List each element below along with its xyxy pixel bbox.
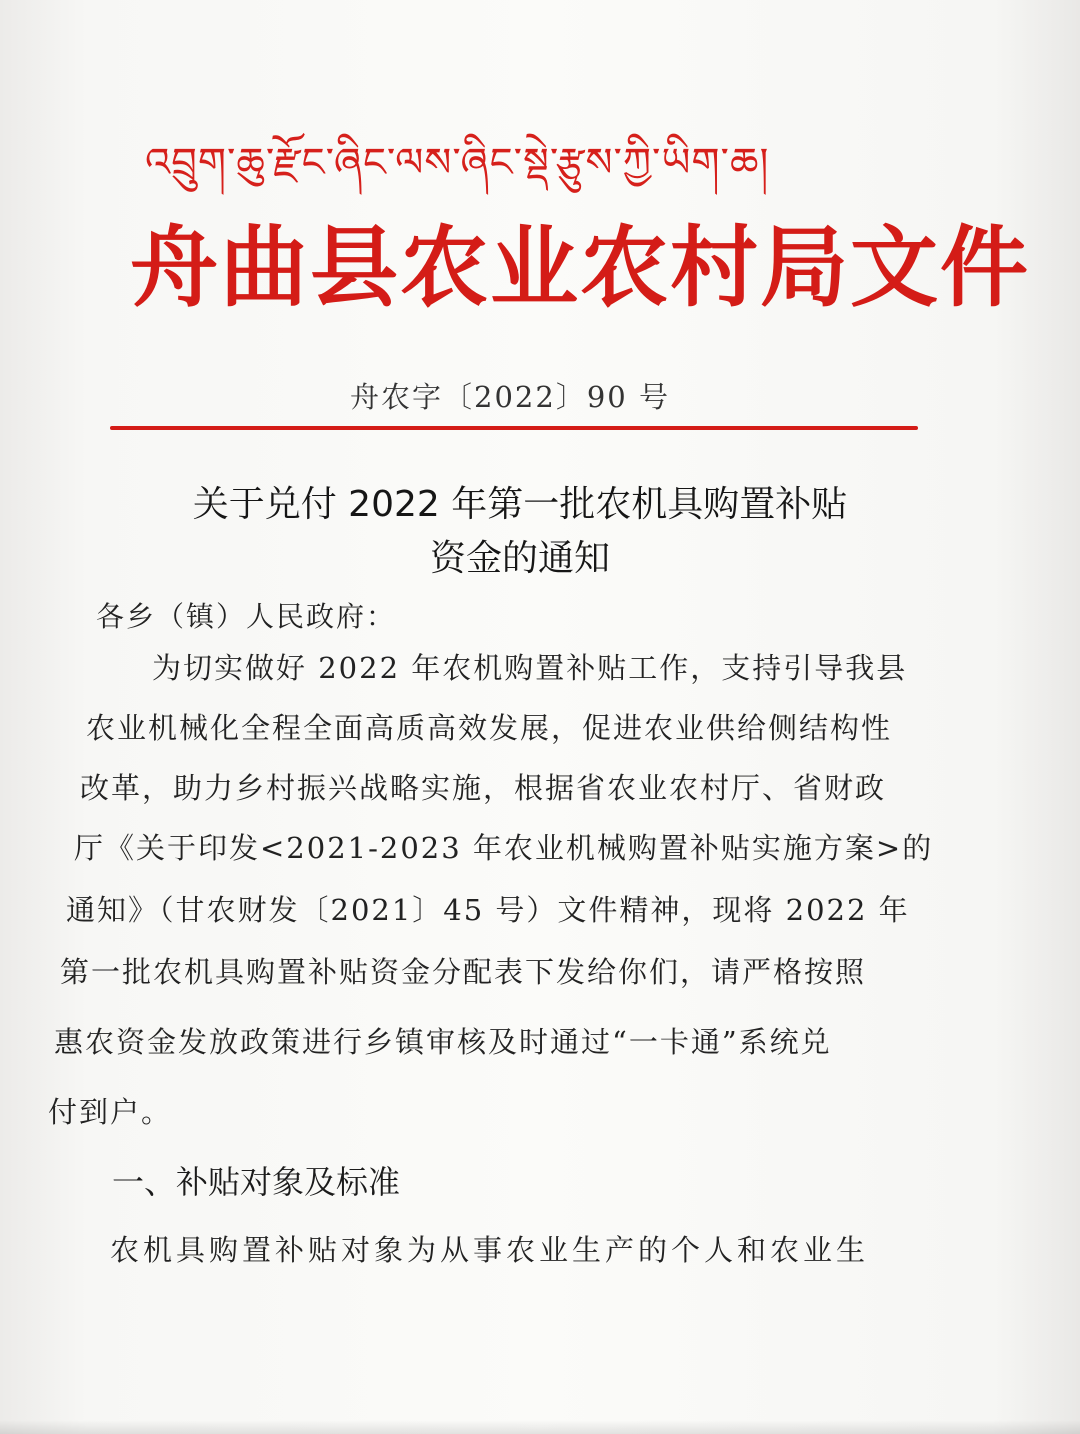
paragraph-line: 为切实做好 2022 年农机购置补贴工作，支持引导我县: [152, 651, 908, 685]
paragraph-line: 通知》（甘农财发〔2021〕45 号）文件精神，现将 2022 年: [66, 893, 910, 927]
paragraph-line: 惠农资金发放政策进行乡镇审核及时通过“一卡通”系统兑: [54, 1025, 832, 1059]
notice-title-line-1: 关于兑付 2022 年第一批农机具购置补贴: [192, 484, 848, 525]
paragraph-line: 付到户。: [48, 1095, 173, 1129]
paragraph-line: 改革，助力乡村振兴战略实施，根据省农业农村厅、省财政: [80, 771, 887, 805]
notice-title-line-2: 资金的通知: [429, 538, 610, 579]
paragraph-line: 第一批农机具购置补贴资金分配表下发给你们，请严格按照: [60, 955, 867, 989]
red-separator-rule: [110, 426, 918, 430]
paragraph-line: 厅《关于印发<2021-2023 年农业机械购置补贴实施方案>的: [74, 831, 934, 865]
notice-title: [110, 478, 930, 586]
paragraph-line: 农业机械化全程全面高质高效发展，促进农业供给侧结构性: [86, 711, 893, 745]
tibetan-header: འབྲུག་ཆུ་རྫོང་ཞིང་ལས་ཞིང་སྡེ་རྩུས་ཀྱི་ཡིག་ཆ།: [145, 140, 770, 186]
section-heading: 一、补贴对象及标准: [112, 1163, 401, 1201]
salutation: 各乡（镇）人民政府：: [96, 600, 397, 633]
document-number: 舟农字〔2022〕90 号: [350, 380, 670, 414]
page-fold-shadow: [0, 1420, 1080, 1434]
issuing-agency-title: 舟曲县农业农村局文件: [130, 215, 1031, 319]
section-text: 农机具购置补贴对象为从事农业生产的个人和农业生: [110, 1233, 870, 1267]
